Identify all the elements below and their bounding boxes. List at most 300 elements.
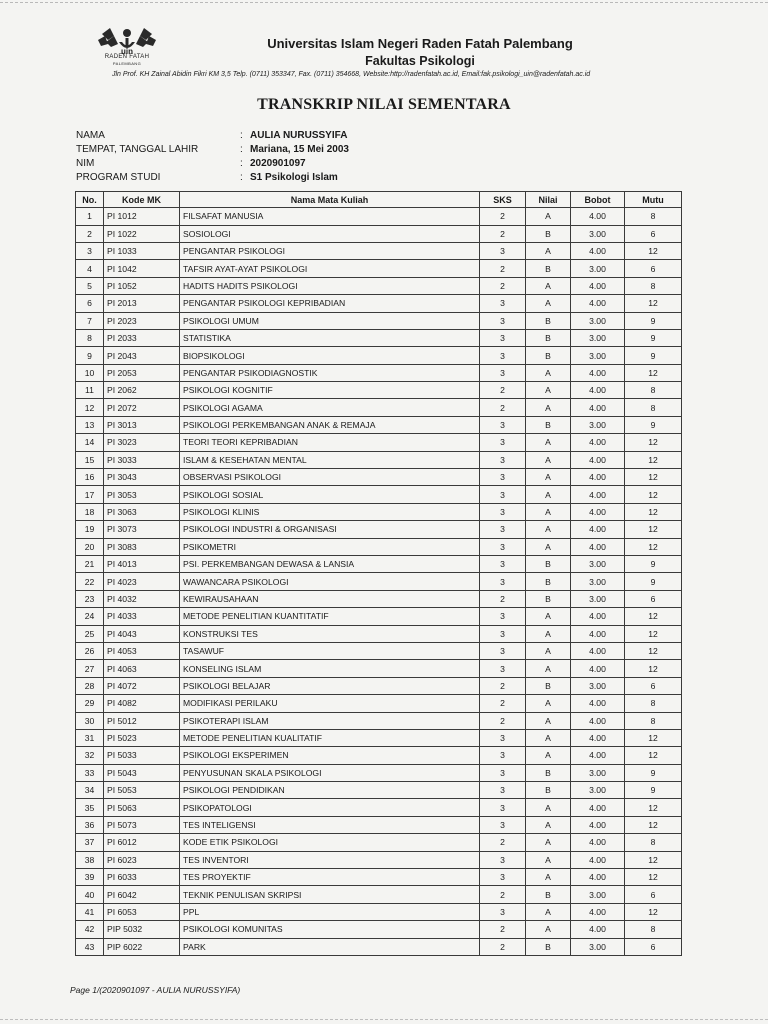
cell-kode: PI 5033 — [104, 747, 180, 764]
cell-kode: PI 3073 — [104, 521, 180, 538]
table-row — [76, 851, 682, 868]
table-row — [76, 312, 682, 329]
cell-bobot: 4.00 — [571, 486, 625, 503]
cell-nama: PSIKOPATOLOGI — [180, 799, 480, 816]
cell-bobot: 4.00 — [571, 277, 625, 294]
cell-mutu: 12 — [625, 869, 682, 886]
cell-nilai: B — [526, 225, 571, 242]
cell-bobot: 4.00 — [571, 208, 625, 225]
university-name: Universitas Islam Negeri Raden Fatah Palembang — [267, 36, 573, 51]
cell-no: 13 — [76, 416, 104, 433]
cell-nilai: B — [526, 886, 571, 903]
cell-nama: PSIKOLOGI KLINIS — [180, 503, 480, 520]
cell-nama: FILSAFAT MANUSIA — [180, 208, 480, 225]
cell-sks: 3 — [480, 556, 526, 573]
cell-nilai: A — [526, 538, 571, 555]
cell-kode: PI 2072 — [104, 399, 180, 416]
cell-bobot: 4.00 — [571, 295, 625, 312]
cell-kode: PI 1052 — [104, 277, 180, 294]
cell-mutu: 12 — [625, 851, 682, 868]
cell-nama: PSIKOLOGI INDUSTRI & ORGANISASI — [180, 521, 480, 538]
cell-kode: PI 1042 — [104, 260, 180, 277]
cell-sks: 3 — [480, 347, 526, 364]
cell-mutu: 6 — [625, 590, 682, 607]
info-row-program — [76, 171, 349, 185]
cell-bobot: 3.00 — [571, 225, 625, 242]
cell-nama: OBSERVASI PSIKOLOGI — [180, 469, 480, 486]
cell-nama: KEWIRAUSAHAAN — [180, 590, 480, 607]
table-row — [76, 834, 682, 851]
cell-nilai: A — [526, 503, 571, 520]
info-colon: : — [240, 144, 243, 155]
table-row — [76, 903, 682, 920]
cell-nama: METODE PENELITIAN KUANTITATIF — [180, 608, 480, 625]
cell-kode: PI 3013 — [104, 416, 180, 433]
cell-bobot: 3.00 — [571, 347, 625, 364]
cell-no: 2 — [76, 225, 104, 242]
cell-no: 11 — [76, 382, 104, 399]
cell-kode: PI 4072 — [104, 677, 180, 694]
cell-nilai: A — [526, 729, 571, 746]
table-row — [76, 242, 682, 259]
cell-mutu: 9 — [625, 312, 682, 329]
cell-sks: 3 — [480, 434, 526, 451]
cell-nama: ISLAM & KESEHATAN MENTAL — [180, 451, 480, 468]
cell-bobot: 3.00 — [571, 886, 625, 903]
cell-nama: PSIKOLOGI UMUM — [180, 312, 480, 329]
table-row — [76, 208, 682, 225]
cell-sks: 2 — [480, 695, 526, 712]
faculty-name: Fakultas Psikologi — [365, 54, 475, 68]
cell-mutu: 8 — [625, 834, 682, 851]
page-edge-bottom — [0, 1019, 768, 1020]
cell-nilai: A — [526, 242, 571, 259]
cell-sks: 2 — [480, 260, 526, 277]
cell-bobot: 3.00 — [571, 312, 625, 329]
header-nama: Nama Mata Kuliah — [180, 192, 480, 208]
cell-sks: 2 — [480, 590, 526, 607]
cell-no: 26 — [76, 642, 104, 659]
cell-no: 31 — [76, 729, 104, 746]
cell-no: 20 — [76, 538, 104, 555]
cell-no: 25 — [76, 625, 104, 642]
cell-no: 32 — [76, 747, 104, 764]
cell-bobot: 3.00 — [571, 260, 625, 277]
table-row — [76, 503, 682, 520]
cell-nilai: A — [526, 277, 571, 294]
cell-nilai: B — [526, 556, 571, 573]
cell-nilai: A — [526, 469, 571, 486]
address-line: Jln Prof. KH Zainal Abidin Fikri KM 3,5 Telp. (0711) 353347, Fax. (0711) 354668, Website:http://radenfatah.ac.id, Email:fak.psikologi_uin@radenfatah.ac.id — [112, 71, 591, 78]
cell-mutu: 8 — [625, 921, 682, 938]
cell-bobot: 3.00 — [571, 573, 625, 590]
cell-kode: PI 4043 — [104, 625, 180, 642]
cell-nama: TES INTELIGENSI — [180, 816, 480, 833]
cell-mutu: 12 — [625, 242, 682, 259]
cell-sks: 3 — [480, 660, 526, 677]
cell-no: 5 — [76, 277, 104, 294]
logo-subtext: PALEMBANG — [112, 61, 142, 66]
cell-nilai: A — [526, 816, 571, 833]
cell-no: 27 — [76, 660, 104, 677]
cell-no: 30 — [76, 712, 104, 729]
cell-no: 8 — [76, 329, 104, 346]
cell-sks: 3 — [480, 816, 526, 833]
cell-nama: PSI. PERKEMBANGAN DEWASA & LANSIA — [180, 556, 480, 573]
cell-kode: PI 4082 — [104, 695, 180, 712]
cell-sks: 3 — [480, 295, 526, 312]
cell-bobot: 4.00 — [571, 921, 625, 938]
cell-sks: 3 — [480, 573, 526, 590]
cell-bobot: 3.00 — [571, 764, 625, 781]
header-nilai: Nilai — [526, 192, 571, 208]
cell-nama: PENGANTAR PSIKOLOGI KEPRIBADIAN — [180, 295, 480, 312]
cell-nama: SOSIOLOGI — [180, 225, 480, 242]
cell-mutu: 9 — [625, 329, 682, 346]
cell-no: 12 — [76, 399, 104, 416]
cell-mutu: 6 — [625, 938, 682, 955]
cell-nama: METODE PENELITIAN KUALITATIF — [180, 729, 480, 746]
cell-nama: PSIKOTERAPI ISLAM — [180, 712, 480, 729]
cell-sks: 2 — [480, 677, 526, 694]
cell-kode: PI 3043 — [104, 469, 180, 486]
cell-mutu: 9 — [625, 347, 682, 364]
cell-kode: PI 3033 — [104, 451, 180, 468]
cell-sks: 3 — [480, 469, 526, 486]
cell-nilai: B — [526, 260, 571, 277]
cell-no: 1 — [76, 208, 104, 225]
cell-no: 16 — [76, 469, 104, 486]
cell-nilai: A — [526, 642, 571, 659]
cell-sks: 2 — [480, 938, 526, 955]
cell-no: 21 — [76, 556, 104, 573]
cell-nilai: A — [526, 608, 571, 625]
cell-sks: 3 — [480, 312, 526, 329]
table-row — [76, 416, 682, 433]
cell-sks: 3 — [480, 782, 526, 799]
table-row — [76, 642, 682, 659]
header-sks: SKS — [480, 192, 526, 208]
cell-no: 14 — [76, 434, 104, 451]
cell-nama: PSIKOLOGI BELAJAR — [180, 677, 480, 694]
cell-bobot: 4.00 — [571, 608, 625, 625]
cell-mutu: 12 — [625, 799, 682, 816]
cell-kode: PIP 5032 — [104, 921, 180, 938]
cell-mutu: 12 — [625, 816, 682, 833]
cell-mutu: 9 — [625, 782, 682, 799]
cell-sks: 2 — [480, 886, 526, 903]
logo-text: RADEN FATAH — [104, 54, 150, 60]
info-colon: : — [240, 172, 243, 183]
cell-mutu: 12 — [625, 625, 682, 642]
cell-nilai: A — [526, 451, 571, 468]
cell-sks: 2 — [480, 225, 526, 242]
cell-kode: PI 3063 — [104, 503, 180, 520]
cell-no: 41 — [76, 903, 104, 920]
cell-sks: 3 — [480, 364, 526, 381]
table-row — [76, 295, 682, 312]
cell-nama: PSIKOLOGI KOMUNITAS — [180, 921, 480, 938]
cell-nama: TASAWUF — [180, 642, 480, 659]
cell-nilai: B — [526, 312, 571, 329]
university-logo — [96, 24, 158, 74]
table-row — [76, 869, 682, 886]
table-row — [76, 816, 682, 833]
cell-nilai: A — [526, 625, 571, 642]
table-row — [76, 921, 682, 938]
cell-mutu: 12 — [625, 729, 682, 746]
cell-kode: PI 5063 — [104, 799, 180, 816]
cell-nama: PPL — [180, 903, 480, 920]
cell-sks: 2 — [480, 712, 526, 729]
cell-bobot: 3.00 — [571, 782, 625, 799]
cell-nilai: A — [526, 903, 571, 920]
cell-bobot: 3.00 — [571, 556, 625, 573]
cell-bobot: 3.00 — [571, 416, 625, 433]
cell-sks: 3 — [480, 799, 526, 816]
cell-mutu: 8 — [625, 399, 682, 416]
cell-sks: 3 — [480, 486, 526, 503]
cell-mutu: 6 — [625, 260, 682, 277]
cell-bobot: 4.00 — [571, 503, 625, 520]
cell-bobot: 4.00 — [571, 364, 625, 381]
cell-bobot: 4.00 — [571, 834, 625, 851]
table-row — [76, 486, 682, 503]
cell-no: 18 — [76, 503, 104, 520]
student-nim: 2020901097 — [250, 158, 306, 169]
cell-nilai: A — [526, 747, 571, 764]
cell-kode: PI 2053 — [104, 364, 180, 381]
cell-kode: PI 3053 — [104, 486, 180, 503]
info-row-name — [76, 129, 349, 143]
cell-bobot: 4.00 — [571, 869, 625, 886]
cell-no: 34 — [76, 782, 104, 799]
cell-kode: PI 4053 — [104, 642, 180, 659]
cell-nama: TES PROYEKTIF — [180, 869, 480, 886]
cell-sks: 3 — [480, 625, 526, 642]
cell-nama: PENYUSUNAN SKALA PSIKOLOGI — [180, 764, 480, 781]
cell-nama: STATISTIKA — [180, 329, 480, 346]
cell-nama: MODIFIKASI PERILAKU — [180, 695, 480, 712]
cell-nilai: B — [526, 347, 571, 364]
cell-nilai: A — [526, 399, 571, 416]
cell-nama: PSIKOLOGI PERKEMBANGAN ANAK & REMAJA — [180, 416, 480, 433]
student-name: AULIA NURUSSYIFA — [250, 130, 348, 141]
info-label: TEMPAT, TANGGAL LAHIR — [76, 144, 199, 155]
cell-kode: PI 5053 — [104, 782, 180, 799]
cell-nilai: A — [526, 921, 571, 938]
table-row — [76, 347, 682, 364]
table-row — [76, 364, 682, 381]
cell-nilai: A — [526, 660, 571, 677]
cell-nilai: A — [526, 712, 571, 729]
cell-no: 42 — [76, 921, 104, 938]
cell-bobot: 4.00 — [571, 538, 625, 555]
cell-no: 43 — [76, 938, 104, 955]
table-row — [76, 590, 682, 607]
cell-kode: PI 1012 — [104, 208, 180, 225]
transcript-table — [75, 191, 682, 956]
cell-sks: 3 — [480, 538, 526, 555]
cell-sks: 2 — [480, 208, 526, 225]
cell-nama: TAFSIR AYAT-AYAT PSIKOLOGI — [180, 260, 480, 277]
cell-no: 39 — [76, 869, 104, 886]
table-row — [76, 782, 682, 799]
cell-bobot: 4.00 — [571, 642, 625, 659]
cell-mutu: 12 — [625, 364, 682, 381]
cell-bobot: 4.00 — [571, 625, 625, 642]
cell-no: 37 — [76, 834, 104, 851]
cell-kode: PI 4023 — [104, 573, 180, 590]
table-row — [76, 277, 682, 294]
cell-mutu: 12 — [625, 434, 682, 451]
cell-sks: 3 — [480, 242, 526, 259]
cell-nama: TEKNIK PENULISAN SKRIPSI — [180, 886, 480, 903]
cell-sks: 3 — [480, 903, 526, 920]
cell-bobot: 4.00 — [571, 399, 625, 416]
logo-emblem-icon — [96, 24, 158, 56]
cell-no: 29 — [76, 695, 104, 712]
cell-bobot: 4.00 — [571, 712, 625, 729]
table-header-row — [76, 192, 682, 208]
table-row — [76, 538, 682, 555]
cell-sks: 3 — [480, 747, 526, 764]
cell-nilai: A — [526, 521, 571, 538]
cell-mutu: 8 — [625, 208, 682, 225]
cell-bobot: 4.00 — [571, 903, 625, 920]
table-row — [76, 695, 682, 712]
cell-no: 38 — [76, 851, 104, 868]
cell-kode: PI 3023 — [104, 434, 180, 451]
cell-bobot: 4.00 — [571, 695, 625, 712]
cell-mutu: 12 — [625, 642, 682, 659]
cell-no: 9 — [76, 347, 104, 364]
cell-bobot: 3.00 — [571, 677, 625, 694]
cell-kode: PI 6012 — [104, 834, 180, 851]
cell-nilai: A — [526, 869, 571, 886]
svg-text:uin: uin — [121, 47, 133, 56]
cell-kode: PI 4032 — [104, 590, 180, 607]
cell-nama: PSIKOLOGI AGAMA — [180, 399, 480, 416]
header-kode: Kode MK — [104, 192, 180, 208]
cell-no: 40 — [76, 886, 104, 903]
cell-nama: KODE ETIK PSIKOLOGI — [180, 834, 480, 851]
cell-bobot: 4.00 — [571, 816, 625, 833]
student-info — [76, 129, 349, 185]
page-footer: Page 1/(2020901097 - AULIA NURUSSYIFA) — [70, 985, 241, 995]
cell-bobot: 4.00 — [571, 660, 625, 677]
cell-bobot: 4.00 — [571, 434, 625, 451]
table-row — [76, 260, 682, 277]
cell-nama: KONSELING ISLAM — [180, 660, 480, 677]
cell-kode: PI 4063 — [104, 660, 180, 677]
table-row — [76, 747, 682, 764]
cell-bobot: 3.00 — [571, 329, 625, 346]
cell-nama: TEORI TEORI KEPRIBADIAN — [180, 434, 480, 451]
info-colon: : — [240, 158, 243, 169]
cell-bobot: 4.00 — [571, 851, 625, 868]
cell-sks: 3 — [480, 503, 526, 520]
cell-kode: PI 5073 — [104, 816, 180, 833]
cell-mutu: 8 — [625, 695, 682, 712]
table-row — [76, 382, 682, 399]
cell-nilai: B — [526, 938, 571, 955]
cell-no: 35 — [76, 799, 104, 816]
info-colon: : — [240, 130, 243, 141]
cell-sks: 3 — [480, 608, 526, 625]
cell-no: 23 — [76, 590, 104, 607]
table-row — [76, 573, 682, 590]
table-row — [76, 764, 682, 781]
table-row — [76, 469, 682, 486]
cell-mutu: 6 — [625, 677, 682, 694]
cell-nilai: B — [526, 573, 571, 590]
cell-sks: 3 — [480, 642, 526, 659]
cell-bobot: 4.00 — [571, 451, 625, 468]
cell-kode: PI 6023 — [104, 851, 180, 868]
cell-kode: PI 3083 — [104, 538, 180, 555]
cell-sks: 3 — [480, 416, 526, 433]
cell-mutu: 12 — [625, 747, 682, 764]
cell-nilai: A — [526, 295, 571, 312]
page-edge-top — [0, 2, 768, 3]
cell-bobot: 4.00 — [571, 242, 625, 259]
cell-mutu: 9 — [625, 416, 682, 433]
info-label: PROGRAM STUDI — [76, 172, 161, 183]
cell-no: 36 — [76, 816, 104, 833]
cell-no: 15 — [76, 451, 104, 468]
document-title: TRANSKRIP NILAI SEMENTARA — [257, 96, 511, 113]
cell-bobot: 4.00 — [571, 469, 625, 486]
cell-bobot: 4.00 — [571, 521, 625, 538]
cell-kode: PI 1022 — [104, 225, 180, 242]
cell-kode: PI 6033 — [104, 869, 180, 886]
cell-nama: PSIKOLOGI SOSIAL — [180, 486, 480, 503]
table-row — [76, 729, 682, 746]
cell-nilai: A — [526, 364, 571, 381]
cell-kode: PI 4033 — [104, 608, 180, 625]
cell-sks: 3 — [480, 329, 526, 346]
cell-no: 10 — [76, 364, 104, 381]
cell-kode: PI 2033 — [104, 329, 180, 346]
cell-nilai: A — [526, 851, 571, 868]
table-row — [76, 225, 682, 242]
cell-nama: PENGANTAR PSIKOLOGI — [180, 242, 480, 259]
cell-mutu: 8 — [625, 712, 682, 729]
cell-nilai: B — [526, 590, 571, 607]
cell-bobot: 3.00 — [571, 938, 625, 955]
cell-kode: PI 5012 — [104, 712, 180, 729]
table-row — [76, 399, 682, 416]
table-row — [76, 451, 682, 468]
table-row — [76, 329, 682, 346]
cell-nama: PSIKOLOGI PENDIDIKAN — [180, 782, 480, 799]
cell-bobot: 3.00 — [571, 590, 625, 607]
cell-nilai: A — [526, 486, 571, 503]
table-row — [76, 799, 682, 816]
info-row-nim — [76, 157, 349, 171]
cell-nilai: B — [526, 782, 571, 799]
cell-nama: PENGANTAR PSIKODIAGNOSTIK — [180, 364, 480, 381]
cell-nilai: A — [526, 834, 571, 851]
cell-mutu: 12 — [625, 295, 682, 312]
cell-sks: 2 — [480, 399, 526, 416]
cell-mutu: 12 — [625, 608, 682, 625]
cell-bobot: 4.00 — [571, 747, 625, 764]
cell-sks: 2 — [480, 921, 526, 938]
cell-no: 6 — [76, 295, 104, 312]
table-row — [76, 434, 682, 451]
